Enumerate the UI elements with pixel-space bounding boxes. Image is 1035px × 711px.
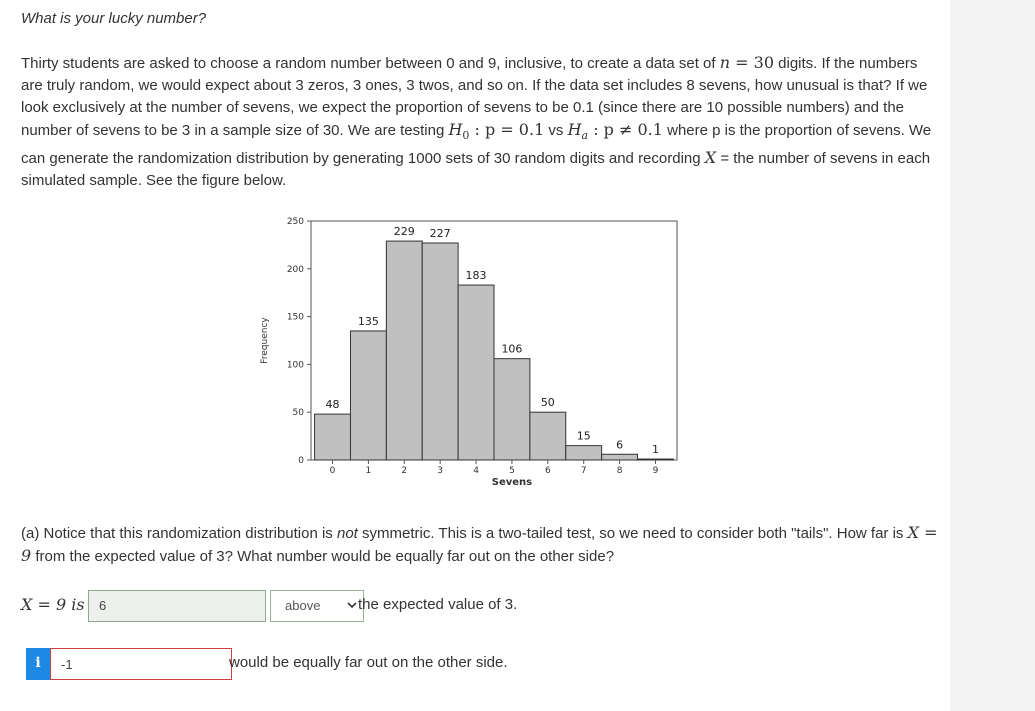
other-side-answer-input[interactable]: -1 <box>50 648 232 680</box>
vs-text: vs <box>544 122 568 139</box>
info-icon[interactable]: i <box>26 648 50 680</box>
x-tick-label: 6 <box>544 466 551 476</box>
direction-select-value: above <box>285 598 321 613</box>
n-value: 30 <box>753 53 774 72</box>
y-tick-label: 150 <box>286 312 304 323</box>
x-variable: X <box>704 148 717 167</box>
n-equals: = <box>730 53 754 72</box>
intro-text-3: where p is the proportion of sevens. We can generate the randomization distribution by generating 1000 sets of 30 random digits and recording <box>21 122 932 167</box>
y-tick-label: 100 <box>286 360 304 371</box>
y-tick-label: 50 <box>292 408 304 419</box>
ha-statement: : p ≠ 0.1 <box>588 120 663 139</box>
histogram-bar <box>386 241 422 460</box>
y-tick-label: 0 <box>298 456 304 466</box>
distance-answer-input[interactable]: 6 <box>88 590 266 622</box>
histogram-bar <box>350 331 386 460</box>
h0-symbol: H <box>448 120 463 139</box>
x-tick-label: 1 <box>365 466 372 476</box>
x-equals-9: X = 9 <box>21 523 938 565</box>
bar-value-label: 227 <box>429 226 451 240</box>
bar-value-label: 15 <box>576 429 591 443</box>
other-side-text: would be equally far out on the other side. <box>229 654 508 671</box>
bar-value-label: 50 <box>540 396 555 410</box>
x-tick-label: 9 <box>652 466 659 476</box>
h0-statement: : p = 0.1 <box>469 120 545 139</box>
histogram-bar <box>494 359 530 460</box>
part-a-text-1: (a) Notice that this randomization distribution is <box>21 525 337 542</box>
histogram-bar <box>602 454 638 460</box>
x-tick-label: 5 <box>509 466 515 476</box>
histogram-bar <box>638 459 674 460</box>
histogram-bar <box>458 285 494 460</box>
part-a-text-3: from the expected value of 3? What number would be equally far out on the other side? <box>31 548 615 565</box>
chevron-down-icon <box>347 591 357 633</box>
ha-symbol: H <box>567 120 582 139</box>
intro-paragraph <box>21 52 941 192</box>
x-tick-label: 2 <box>401 466 408 476</box>
y-tick-label: 250 <box>286 217 304 227</box>
expected-value-text: the expected value of 3. <box>358 596 518 613</box>
x-tick-label: 3 <box>437 466 444 476</box>
bar-value-label: 183 <box>465 269 487 283</box>
intro-text-4: = the number of sevens in each simulated sample. See the figure below. <box>21 150 931 189</box>
bar-value-label: 106 <box>501 342 523 356</box>
bar-value-label: 135 <box>357 314 379 328</box>
h0-subscript: 0 <box>462 129 470 142</box>
bar-value-label: 229 <box>393 225 415 239</box>
bar-value-label: 6 <box>616 438 624 452</box>
direction-select[interactable] <box>270 590 364 622</box>
histogram-bar <box>530 412 566 460</box>
x-tick-label: 8 <box>616 466 623 476</box>
y-tick-label: 200 <box>286 264 304 275</box>
ha-subscript: a <box>581 129 589 142</box>
intro-text-1: Thirty students are asked to choose a random number between 0 and 9, inclusive, to create a data set of <box>21 55 720 72</box>
part-a-question <box>21 522 941 568</box>
bar-value-label: 1 <box>651 443 659 457</box>
part-a-text-2: symmetric. This is a two-tailed test, so we need to consider both "tails". How far is <box>357 525 908 542</box>
x-axis-label: Sevens <box>491 477 533 488</box>
bar-value-label: 48 <box>325 398 340 412</box>
x-tick-label: 4 <box>473 466 479 476</box>
histogram-bar <box>315 414 351 460</box>
y-axis-label: Frequency <box>260 317 270 364</box>
randomization-histogram <box>255 210 695 495</box>
x-equals-9-label: X = 9 is <box>21 595 85 614</box>
histogram-bar <box>566 446 602 460</box>
question-title: What is your lucky number? <box>21 10 207 27</box>
histogram-bar <box>422 243 458 460</box>
n-variable: n <box>719 53 731 72</box>
x-tick-label: 7 <box>580 466 587 476</box>
intro-text-2: digits. If the numbers are truly random, we would expect about 3 zeros, 3 ones, 3 twos, and so on. If the data set includes 8 sevens, how unusual is that? If we look exclusively at the number of sevens, we expect the proportion of sevens to be 0.1 (since there are 10 possible numbers) and the number of sevens to be 3 in a sample size of 30. We are testing <box>21 55 928 139</box>
part-a-emphasis: not <box>336 525 358 542</box>
x-tick-label: 0 <box>329 466 336 476</box>
